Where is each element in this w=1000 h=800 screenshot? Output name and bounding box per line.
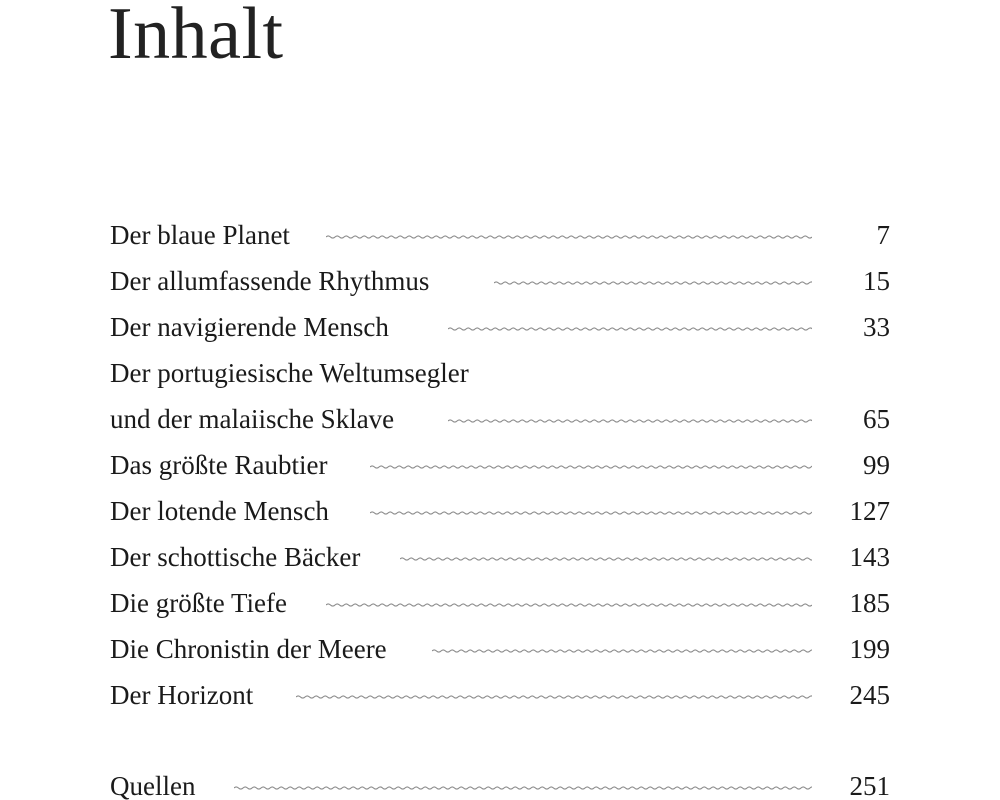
toc-entry bbox=[110, 488, 890, 534]
wavy-leader-line bbox=[326, 212, 812, 258]
toc-entry-page: 33 bbox=[863, 312, 890, 342]
wavy-leader-path bbox=[370, 466, 812, 468]
wavy-leader bbox=[370, 488, 812, 534]
wavy-leader-line bbox=[296, 672, 812, 718]
toc-entry bbox=[110, 442, 890, 488]
page-title: Inhalt bbox=[108, 0, 284, 75]
toc-entry-title: Der Horizont bbox=[110, 672, 253, 718]
wavy-leader-line bbox=[432, 626, 812, 672]
toc-entry-page: 65 bbox=[863, 404, 890, 434]
wavy-leader-line bbox=[370, 442, 812, 488]
toc-entry bbox=[110, 304, 890, 350]
wavy-leader bbox=[326, 212, 812, 258]
wavy-leader-line bbox=[370, 488, 812, 534]
table-of-contents bbox=[110, 212, 890, 800]
wavy-leader bbox=[234, 763, 812, 800]
toc-entry-title: Der allumfassende Rhythmus bbox=[110, 258, 429, 304]
toc-entry-title: Der navigierende Mensch bbox=[110, 304, 389, 350]
toc-entry bbox=[110, 350, 890, 396]
toc-entry bbox=[110, 258, 890, 304]
toc-entry bbox=[110, 763, 890, 800]
wavy-leader-line bbox=[448, 304, 812, 350]
toc-entry-title: Quellen bbox=[110, 763, 195, 800]
toc-entry-page: 185 bbox=[849, 588, 890, 618]
wavy-leader-path bbox=[400, 558, 812, 560]
toc-entry-title: Der blaue Planet bbox=[110, 212, 290, 258]
wavy-leader bbox=[400, 534, 812, 580]
wavy-leader bbox=[494, 258, 812, 304]
wavy-leader-path bbox=[448, 420, 812, 422]
toc-entry-page: 127 bbox=[849, 496, 890, 526]
wavy-leader-path bbox=[326, 604, 812, 606]
wavy-leader-path bbox=[234, 787, 812, 789]
toc-entry bbox=[110, 534, 890, 580]
toc-entry-title: und der malaiische Sklave bbox=[110, 396, 394, 442]
toc-entry-title: Die Chronistin der Meere bbox=[110, 626, 387, 672]
wavy-leader bbox=[296, 672, 812, 718]
toc-entry-title: Die größte Tiefe bbox=[110, 580, 287, 626]
wavy-leader bbox=[448, 304, 812, 350]
toc-entry bbox=[110, 396, 890, 442]
toc-entry bbox=[110, 212, 890, 258]
toc-entry-title: Der lotende Mensch bbox=[110, 488, 329, 534]
toc-entry-page: 7 bbox=[876, 220, 890, 250]
toc-entry-page: 251 bbox=[849, 771, 890, 800]
wavy-leader-path bbox=[494, 282, 812, 284]
toc-entry-title: Das größte Raubtier bbox=[110, 442, 327, 488]
wavy-leader-path bbox=[370, 512, 812, 514]
toc-entry-page: 143 bbox=[849, 542, 890, 572]
wavy-leader bbox=[370, 442, 812, 488]
wavy-leader bbox=[326, 580, 812, 626]
toc-entry-page: 245 bbox=[849, 680, 890, 710]
wavy-leader bbox=[432, 626, 812, 672]
toc-entry bbox=[110, 626, 890, 672]
wavy-leader bbox=[448, 396, 812, 442]
wavy-leader-path bbox=[326, 236, 812, 238]
wavy-leader-path bbox=[296, 696, 812, 698]
toc-entry bbox=[110, 580, 890, 626]
wavy-leader-line bbox=[494, 258, 812, 304]
toc-entry bbox=[110, 672, 890, 718]
toc-entry-title: Der schottische Bäcker bbox=[110, 534, 360, 580]
wavy-leader-path bbox=[448, 328, 812, 330]
toc-entry-page: 99 bbox=[863, 450, 890, 480]
toc-entry-page: 199 bbox=[849, 634, 890, 664]
wavy-leader-line bbox=[234, 763, 812, 800]
wavy-leader-line bbox=[448, 396, 812, 442]
wavy-leader-line bbox=[326, 580, 812, 626]
toc-entry-page: 15 bbox=[863, 266, 890, 296]
toc-entry-title: Der portugiesische Weltumsegler bbox=[110, 350, 469, 396]
wavy-leader-path bbox=[432, 650, 812, 652]
wavy-leader-line bbox=[400, 534, 812, 580]
